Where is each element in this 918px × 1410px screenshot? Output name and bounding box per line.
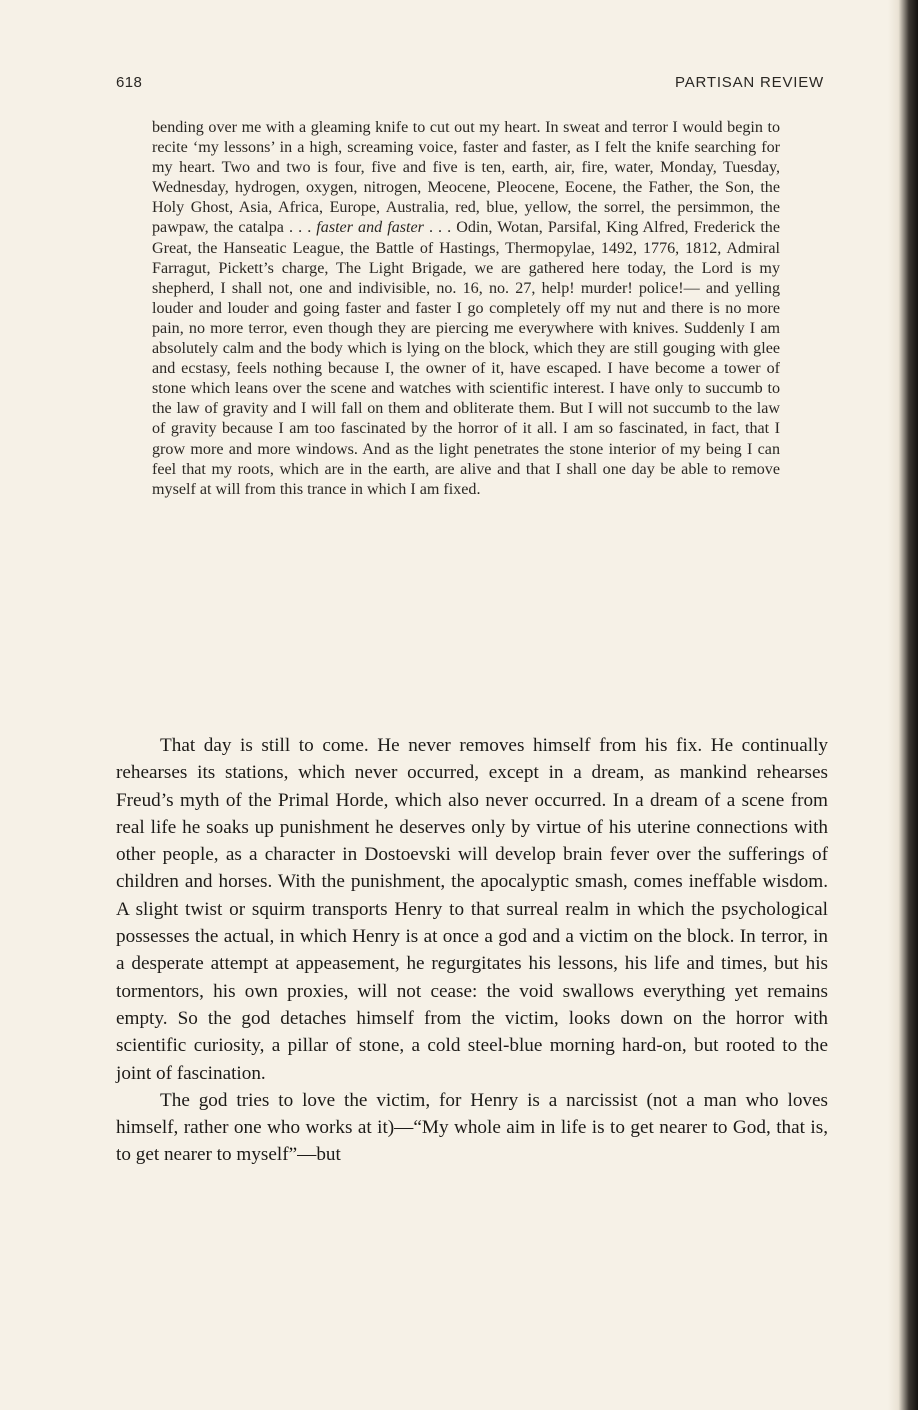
- body-paragraph-2: The god tries to love the victim, for Henry is a narcissist (not a man who loves himself, rather one who works at it)—“My whole aim in life is to get nearer to God, that is, to get nearer to myself”—but: [116, 1089, 828, 1166]
- quote-text-part2: . . . Odin, Wotan, Parsifal, King Alfred, Frederick the Great, the Hanseatic League, the Battle of Hastings, Thermopylae, 1492, 1776, 1812, Admiral Farragut, Pickett’s charge, The Light Brigade, we are gathered here today, the Lord is my shepherd, I shall not, one and indivisible, no. 16, no. 27, help! murder! police!— and yelling louder and louder and going faster and faster I go completely off my nut and there is no more pain, no more terror, even though they are piercing me everywhere with knives. Suddenly I am absolutely calm and the body which is lying on the block, which they are still gouging with glee and ecstasy, feels nothing because I, the owner of it, have escaped. I have become a tower of stone which leans over the scene and watches with scientific interest. I have only to succumb to the law of gravity and I will fall on them and obliterate them. But I will not succumb to the law of gravity because I am too fascinated by the horror of it all. I am so fascinated, in fact, that I grow more and more windows. And as the light penetrates the stone interior of my being I can feel that my roots, which are in the earth, are alive and that I shall one day be able to remove myself at will from this trance in which I am fixed.: [152, 219, 780, 498]
- quote-text-part1: bending over me with a gleaming knife to cut out my heart. In sweat and terror I would begin to recite ‘my lessons’ in a high, screaming voice, faster and faster, as I felt the knife searching for my heart. Two and two is four, five and five is ten, earth, air, fire, water, Monday, Tuesday, Wednesday, hydrogen, oxygen, nitrogen, Meocene, Pleocene, Eocene, the Father, the Son, the Holy Ghost, Asia, Africa, Europe, Australia, red, blue, yellow, the sorrel, the persimmon, the pawpaw, the catalpa . . .: [152, 119, 780, 237]
- body-text: [116, 732, 828, 1169]
- quote-emphasis: faster and faster: [316, 219, 424, 237]
- running-head: PARTISAN REVIEW: [675, 74, 824, 91]
- block-quote: [152, 118, 780, 500]
- page-binding-edge: [888, 0, 918, 1410]
- page-header: [116, 74, 824, 98]
- page-number: 618: [116, 74, 143, 91]
- body-paragraph-1: That day is still to come. He never removes himself from his fix. He continually rehearses its stations, which never occurred, except in a dream, as mankind rehearses Freud’s myth of the Primal Horde, which also never occurred. In a dream of a scene from real life he soaks up punishment he deserves only by virtue of his uterine connections with other people, as a character in Dostoevski will develop brain fever over the sufferings of children and horses. With the punishment, the apocalyptic smash, comes ineffable wisdom. A slight twist or squirm transports Henry to that surreal realm in which the psychological possesses the actual, in which Henry is at once a god and a victim on the block. In terror, in a desperate attempt at appeasement, he regurgitates his lessons, his life and times, but his tormentors, his own proxies, will not cease: the void swallows everything yet remains empty. So the god detaches himself from the victim, looks down on the horror with scientific curiosity, a pillar of stone, a cold steel-blue morning hard-on, but rooted to the joint of fascination.: [116, 735, 828, 1084]
- quote-paragraph: [152, 118, 780, 500]
